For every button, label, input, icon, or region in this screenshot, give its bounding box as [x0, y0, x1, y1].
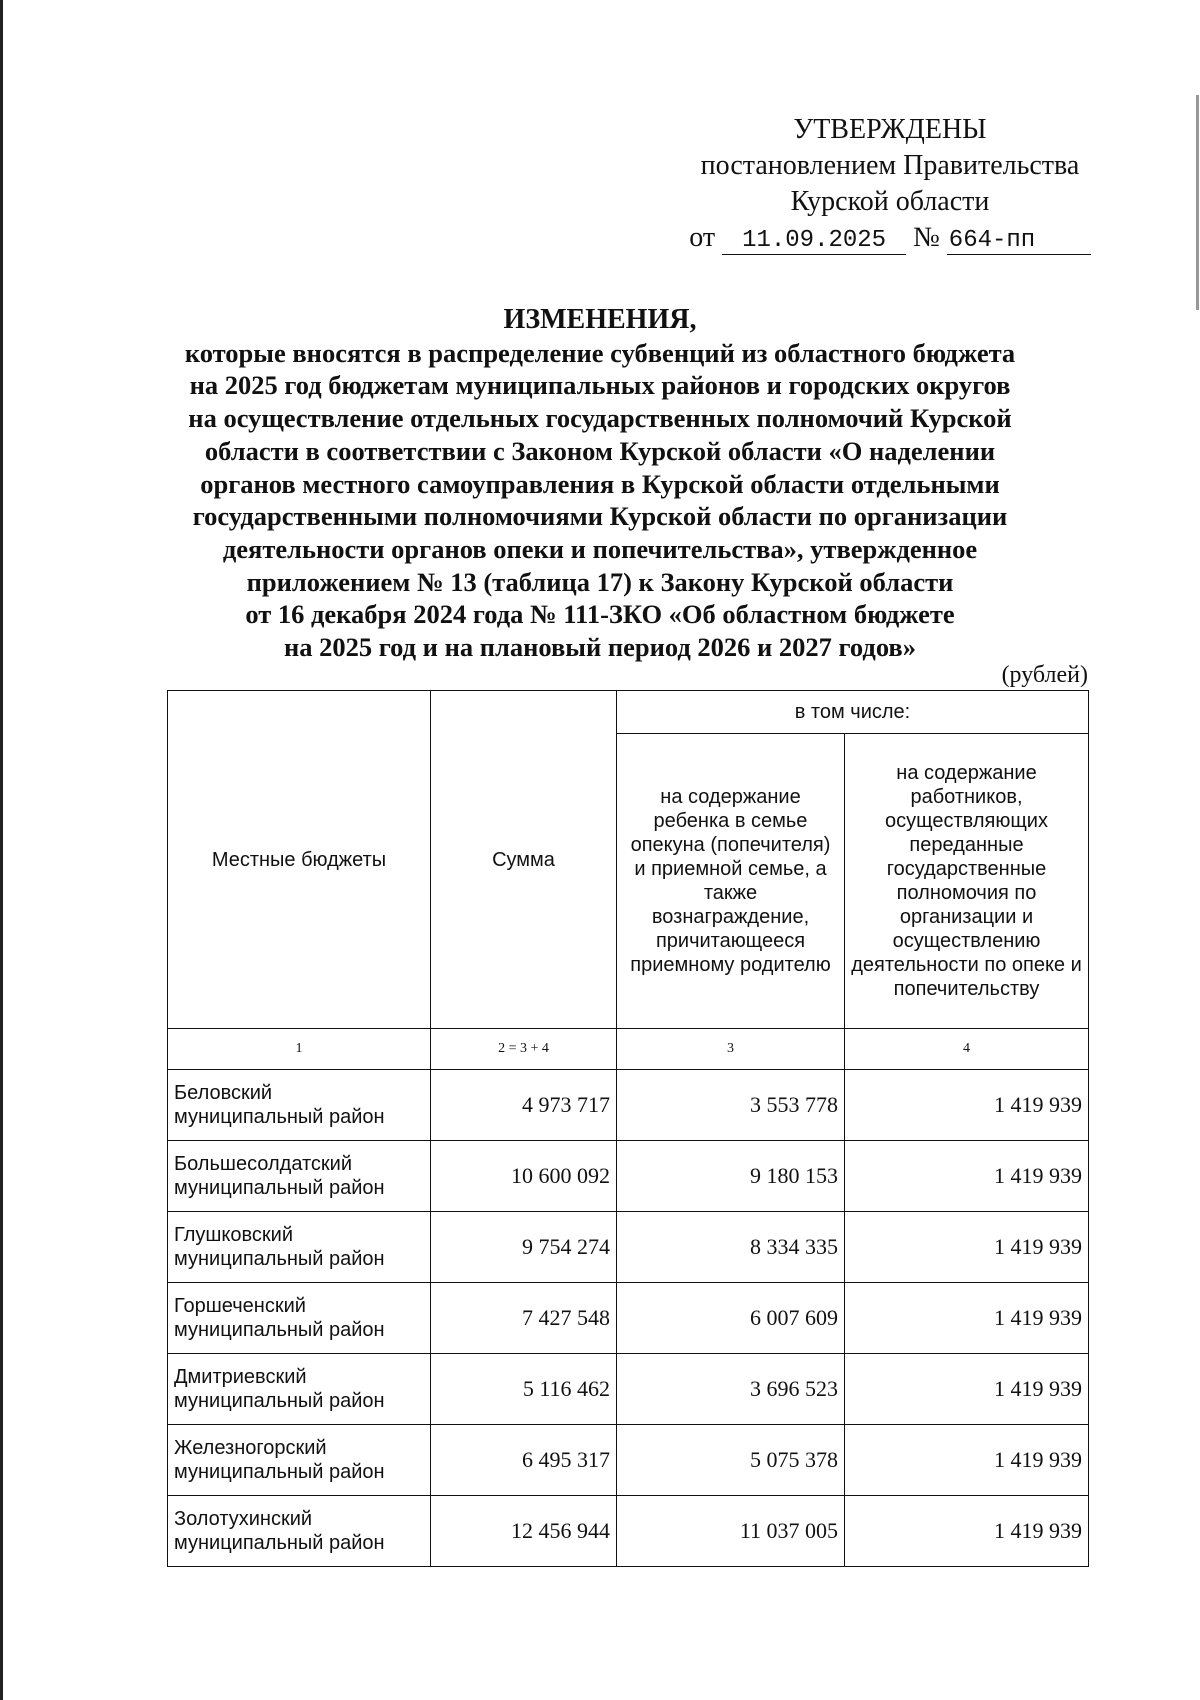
district-type: муниципальный район	[174, 1461, 385, 1483]
district-name: Глушковский	[174, 1224, 294, 1246]
staff-value: 1 419 939	[845, 1212, 1089, 1283]
column-number: 4	[845, 1029, 1089, 1070]
sum-value: 4 973 717	[431, 1070, 617, 1141]
approval-number: 664-пп	[947, 228, 1091, 255]
unit-label: (рублей)	[1001, 662, 1088, 688]
district-name: Железногорский	[174, 1437, 327, 1459]
budget-name	[168, 1354, 431, 1425]
sum-value: 10 600 092	[431, 1141, 617, 1212]
staff-value: 1 419 939	[845, 1283, 1089, 1354]
budget-name	[168, 1283, 431, 1354]
sum-value: 5 116 462	[431, 1354, 617, 1425]
header-staff: на содержание работников, осуществляющих переданные государственные полномочия по организации и осуществлению деятельности по опеке и попечительству	[845, 734, 1089, 1029]
approval-region: Курской области	[790, 186, 990, 217]
sum-value: 9 754 274	[431, 1212, 617, 1283]
table-row	[168, 1283, 1089, 1354]
district-type: муниципальный район	[174, 1177, 385, 1199]
table-row	[168, 1354, 1089, 1425]
child-care-value: 3 553 778	[617, 1070, 845, 1141]
child-care-value: 6 007 609	[617, 1283, 845, 1354]
document-title	[150, 304, 1050, 664]
title-line: области в соответствии с Законом Курской области «О наделении	[204, 435, 996, 466]
scan-edge-left	[0, 0, 3, 1700]
table-row	[168, 1496, 1089, 1567]
header-sum: Сумма	[431, 691, 617, 1029]
title-line: которые вносятся в распределение субвенций из областного бюджета	[184, 337, 1016, 368]
approval-block	[680, 112, 1100, 256]
district-type: муниципальный район	[174, 1390, 385, 1412]
table-row	[168, 1212, 1089, 1283]
title-heading: ИЗМЕНЕНИЯ,	[503, 304, 697, 335]
staff-value: 1 419 939	[845, 1070, 1089, 1141]
header-local-budgets: Местные бюджеты	[168, 691, 431, 1029]
scan-edge-right	[1196, 95, 1199, 310]
title-line: от 16 декабря 2024 года № 111-ЗКО «Об областном бюджете	[245, 599, 955, 630]
column-number: 3	[617, 1029, 845, 1070]
approval-date-number-line	[680, 220, 1100, 256]
district-name: Дмитриевский	[174, 1366, 307, 1388]
title-line: государственными полномочиями Курской области по организации	[192, 501, 1008, 532]
budget-name	[168, 1212, 431, 1283]
district-type: муниципальный район	[174, 1532, 385, 1554]
approval-date: 11.09.2025	[722, 228, 906, 255]
district-type: муниципальный район	[174, 1319, 385, 1341]
table-row	[168, 1070, 1089, 1141]
staff-value: 1 419 939	[845, 1354, 1089, 1425]
district-name: Беловский	[174, 1082, 273, 1104]
column-number: 2 = 3 + 4	[431, 1029, 617, 1070]
district-name: Горшеченский	[174, 1295, 306, 1317]
staff-value: 1 419 939	[845, 1141, 1089, 1212]
approval-issuer: постановлением Правительства	[700, 150, 1080, 181]
sum-value: 6 495 317	[431, 1425, 617, 1496]
table-row	[168, 1425, 1089, 1496]
header-including: в том числе:	[617, 691, 1089, 734]
staff-value: 1 419 939	[845, 1425, 1089, 1496]
district-name: Золотухинский	[174, 1508, 313, 1530]
budget-name	[168, 1141, 431, 1212]
staff-value: 1 419 939	[845, 1496, 1089, 1567]
header-row-top	[168, 691, 1089, 734]
sum-value: 12 456 944	[431, 1496, 617, 1567]
child-care-value: 9 180 153	[617, 1141, 845, 1212]
child-care-value: 5 075 378	[617, 1425, 845, 1496]
child-care-value: 8 334 335	[617, 1212, 845, 1283]
subvention-table	[167, 690, 1089, 1567]
title-line: органов местного самоуправления в Курской области отдельными	[200, 468, 1000, 499]
sum-value: 7 427 548	[431, 1283, 617, 1354]
child-care-value: 11 037 005	[617, 1496, 845, 1567]
title-line: на осуществление отдельных государственных полномочий Курской	[188, 403, 1012, 434]
date-prefix: от	[689, 222, 716, 253]
column-number: 1	[168, 1029, 431, 1070]
district-type: муниципальный район	[174, 1106, 385, 1128]
column-number-row	[168, 1029, 1089, 1070]
approval-title: УТВЕРЖДЕНЫ	[793, 114, 987, 145]
budget-name	[168, 1496, 431, 1567]
budget-name	[168, 1070, 431, 1141]
title-line: на 2025 год бюджетам муниципальных районов и городских округов	[189, 370, 1011, 401]
title-line: приложением № 13 (таблица 17) к Закону Курской области	[246, 566, 954, 597]
title-line: на 2025 год и на плановый период 2026 и 2027 годов»	[284, 632, 916, 663]
table-row	[168, 1141, 1089, 1212]
number-sign: №	[913, 222, 940, 253]
title-line: деятельности органов опеки и попечительства», утвержденное	[222, 533, 978, 564]
district-name: Большесолдатский	[174, 1153, 353, 1175]
district-type: муниципальный район	[174, 1248, 385, 1270]
header-child-care: на содержание ребенка в семье опекуна (попечителя) и приемной семье, а также вознаграждение, причитающееся приемному родителю	[617, 734, 845, 1029]
child-care-value: 3 696 523	[617, 1354, 845, 1425]
budget-name	[168, 1425, 431, 1496]
